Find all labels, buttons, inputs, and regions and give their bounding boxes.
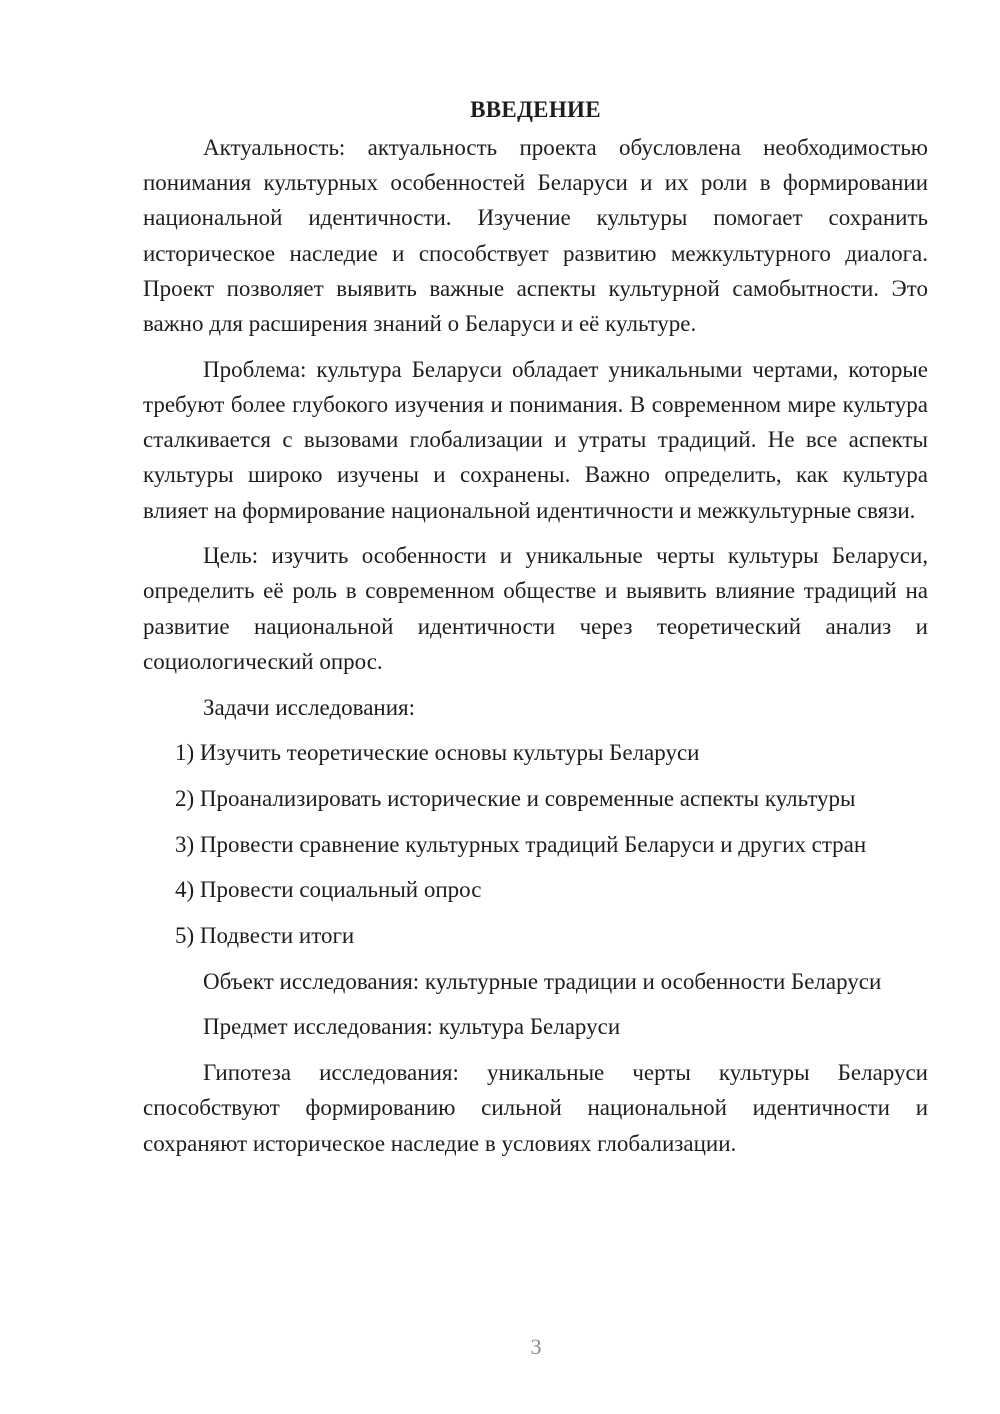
list-item: 2) Проанализировать исторические и современные аспекты культуры bbox=[175, 785, 856, 811]
subject-paragraph: Предмет исследования: культура Беларуси bbox=[203, 1014, 621, 1040]
object-paragraph: Объект исследования: культурные традиции и особенности Беларуси bbox=[203, 968, 882, 994]
hypothesis-paragraph: Гипотеза исследования: уникальные черты культуры Беларуси способствуют формированию сильной национальной идентичности и сохраняют историческое наследие в условиях глобализации. bbox=[143, 1060, 928, 1156]
page-title: ВВЕДЕНИЕ bbox=[470, 97, 601, 122]
page-number: 3 bbox=[530, 1334, 542, 1359]
goal-paragraph: Цель: изучить особенности и уникальные черты культуры Беларуси, определить её роль в современном обществе и выявить влияние традиций на развитие национальной идентичности через теоретический анализ и социологический опрос. bbox=[143, 543, 928, 674]
page-body bbox=[143, 92, 928, 1171]
list-item: 3) Провести сравнение культурных традиций Беларуси и других стран bbox=[175, 831, 867, 857]
list-item: 4) Провести социальный опрос bbox=[175, 877, 482, 903]
list-item: 1) Изучить теоретические основы культуры Беларуси bbox=[175, 740, 700, 766]
relevance-paragraph: Актуальность: актуальность проекта обусловлена необходимостью понимания культурных особенностей Беларуси и их роли в формировании национальной идентичности. Изучение культуры помогает сохранить историческое наследие и способствует развитию межкультурного диалога. Проект позволяет выявить важные аспекты культурной самобытности. Это важно для расширения знаний о Беларуси и её культуре. bbox=[143, 135, 928, 337]
list-item: 5) Подвести итоги bbox=[175, 923, 355, 949]
tasks-heading: Задачи исследования: bbox=[203, 694, 416, 720]
problem-paragraph: Проблема: культура Беларуси обладает уникальными чертами, которые требуют более глубокого изучения и понимания. В современном мире культура сталкивается с вызовами глобализации и утраты традиций. Не все аспекты культуры широко изучены и сохранены. Важно определить, как культура влияет на формирование национальной идентичности и межкультурные связи. bbox=[143, 356, 928, 523]
tasks-list bbox=[143, 735, 928, 953]
